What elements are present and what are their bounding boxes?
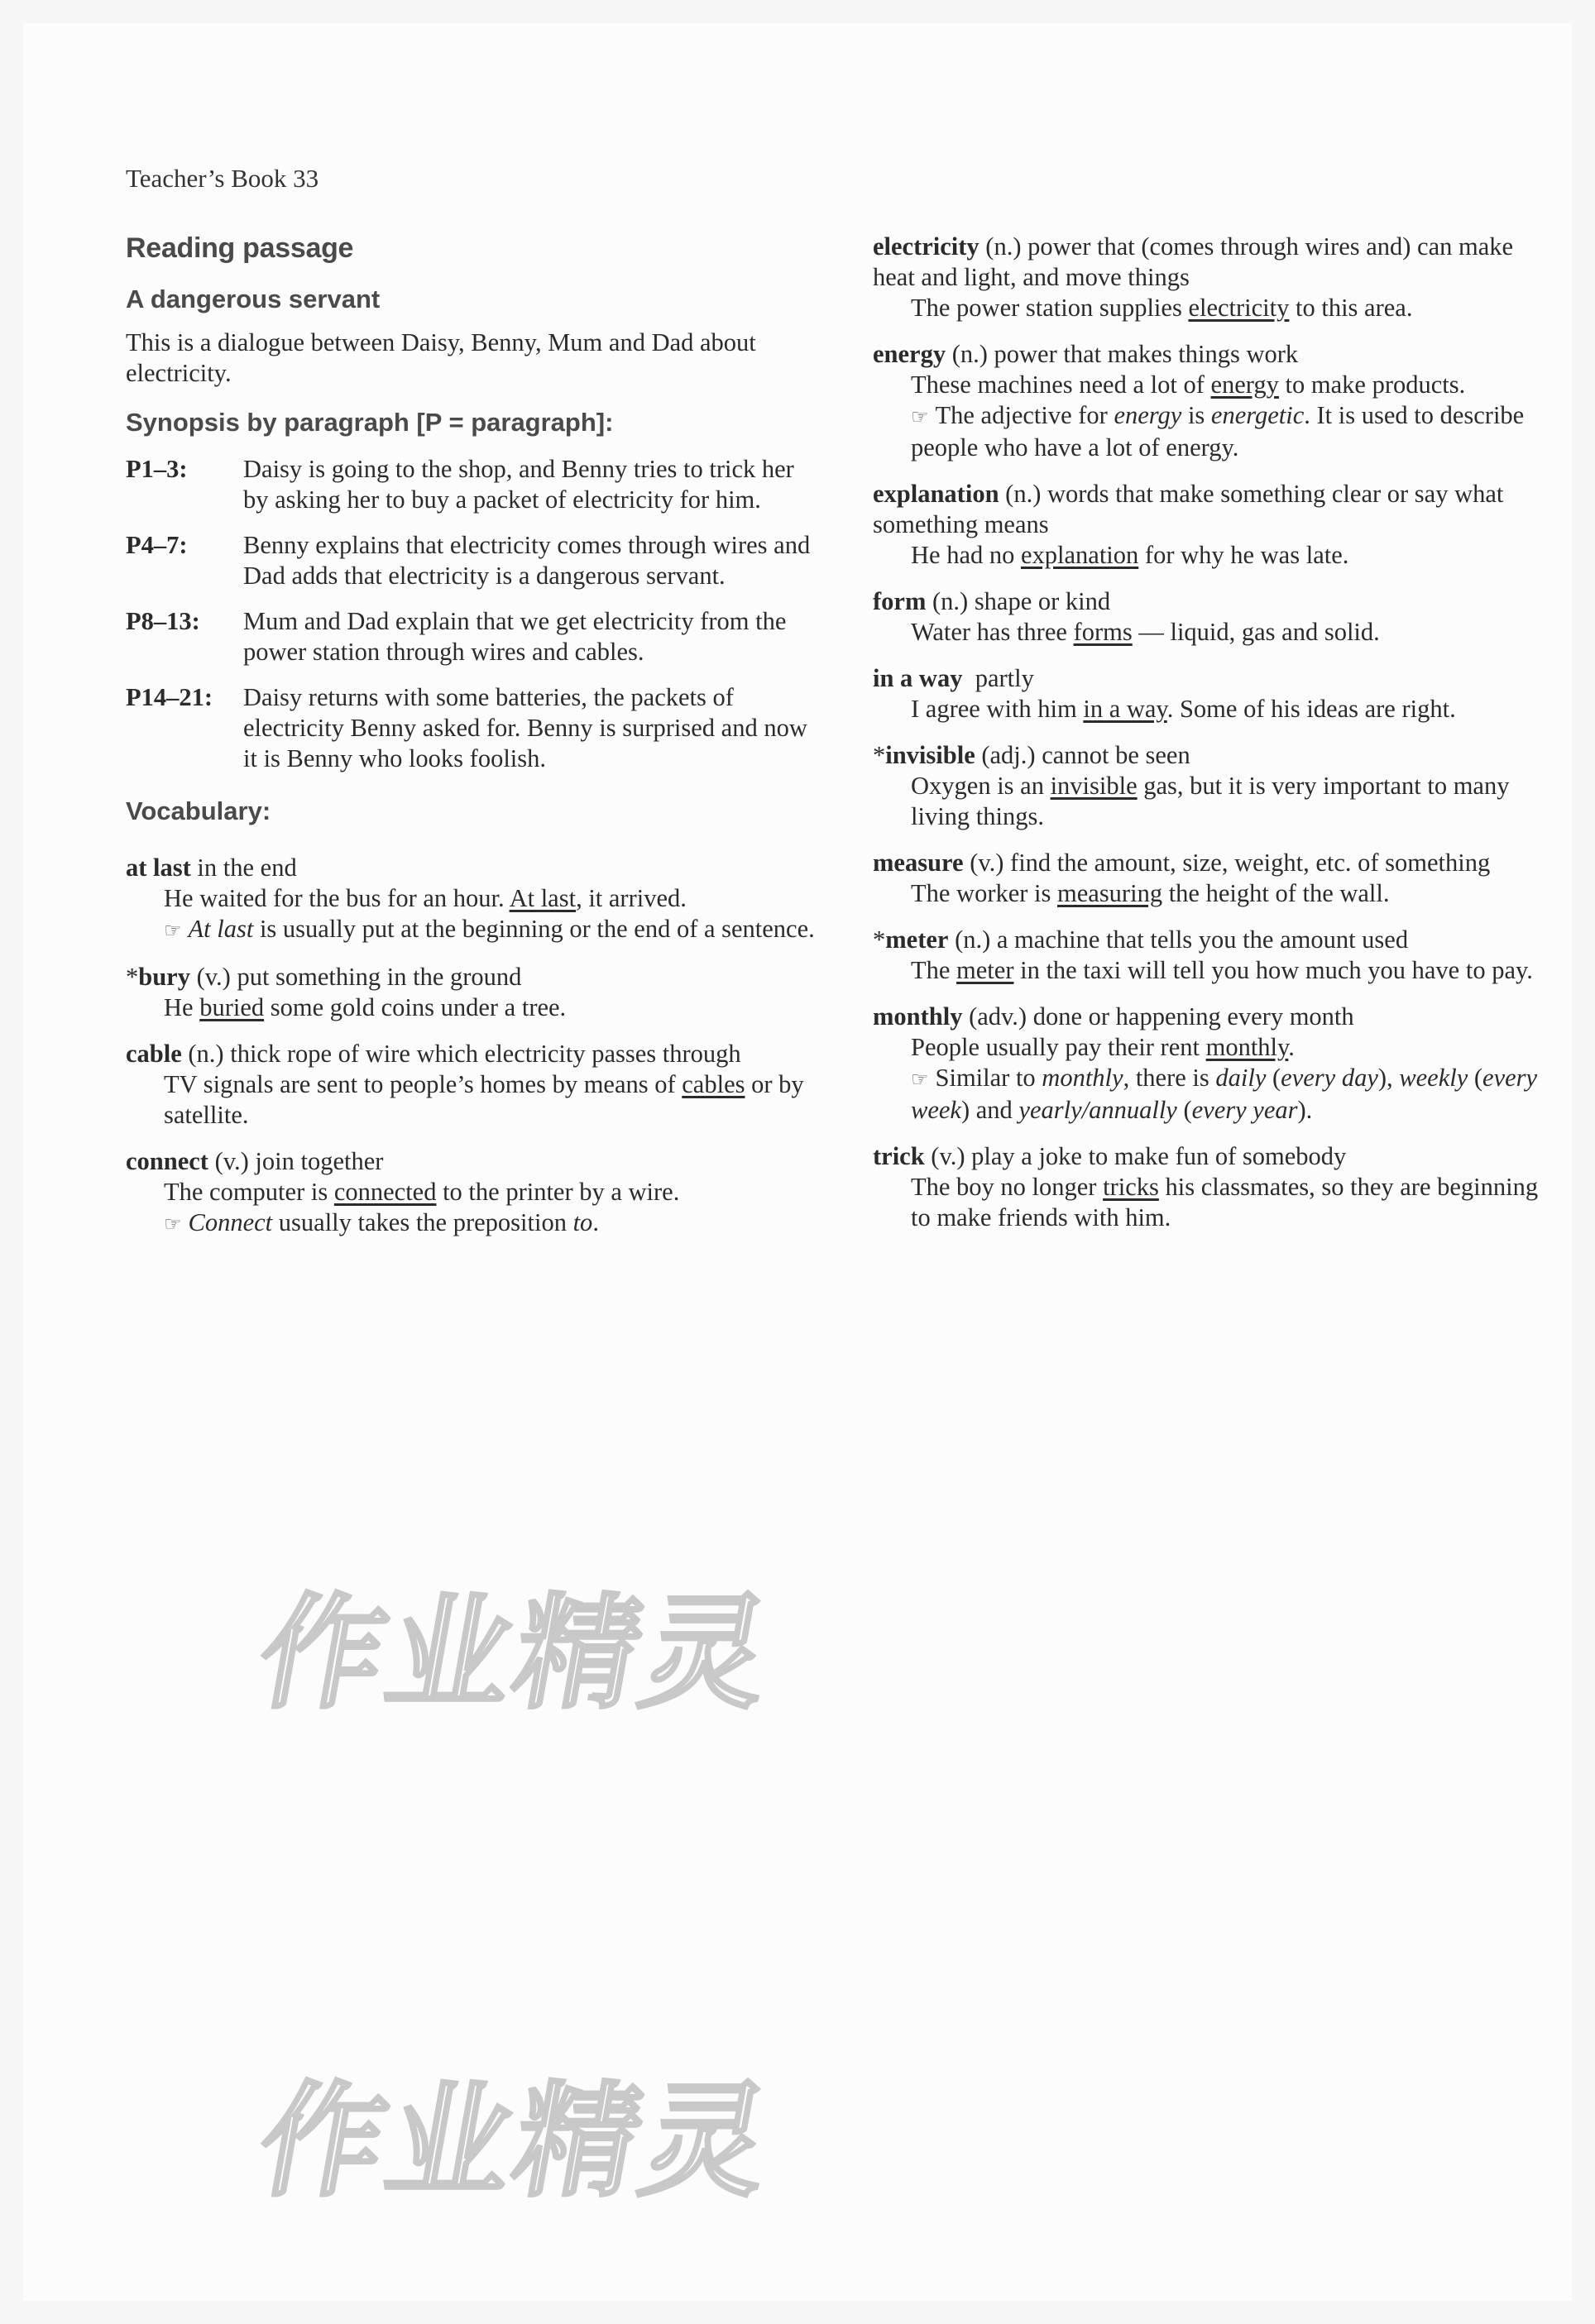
example-keyword: At last <box>509 884 577 912</box>
note-italic: weekly <box>1399 1064 1468 1092</box>
note-text: ( <box>1468 1064 1483 1092</box>
note-italic: every year <box>1191 1096 1298 1124</box>
note-italic: daily <box>1215 1064 1267 1092</box>
note-italic: every week <box>911 1064 1538 1124</box>
note-italic: to <box>572 1208 593 1236</box>
vocab-example <box>873 878 1559 909</box>
vocab-definition: put something in the ground <box>230 963 522 991</box>
vocab-word: invisible <box>885 741 975 769</box>
pointing-hand-icon: ☞ <box>164 1212 182 1236</box>
example-keyword: forms <box>1073 618 1133 646</box>
vocab-definition-line <box>873 479 1559 540</box>
example-keyword: energy <box>1210 371 1279 399</box>
vocab-entry <box>126 853 821 946</box>
vocabulary-heading: Vocabulary: <box>126 796 271 825</box>
vocab-definition-line <box>126 962 821 992</box>
example-text: or by satellite. <box>164 1070 804 1129</box>
vocab-definition-line <box>873 740 1559 771</box>
vocab-word: explanation <box>873 480 999 508</box>
vocab-pos: (n.) <box>926 587 969 615</box>
example-keyword: cables <box>682 1070 745 1098</box>
note-text: is usually put at the beginning or the end of a sentence. <box>253 915 815 943</box>
page <box>23 23 1572 2301</box>
note-text: ( <box>1266 1064 1281 1092</box>
vocab-definition: thick rope of wire which electricity passes through <box>223 1040 741 1068</box>
vocab-word: connect <box>126 1147 208 1175</box>
pointing-hand-icon: ☞ <box>164 919 182 942</box>
vocab-definition-line <box>126 1039 821 1069</box>
intro-text: This is a dialogue between Daisy, Benny, Mum and Dad about electricity. <box>126 328 756 387</box>
note-text: The adjective for <box>935 401 1114 429</box>
vocab-pos: (v.) <box>208 1147 249 1175</box>
vocab-definition-line <box>126 1146 821 1177</box>
note-text: . <box>592 1208 599 1236</box>
vocab-pos: (n.) <box>181 1040 224 1068</box>
vocab-definition-line <box>873 848 1559 878</box>
vocab-example <box>126 992 821 1023</box>
vocab-word: monthly <box>873 1002 963 1030</box>
synopsis-item <box>126 530 821 591</box>
vocab-definition-line <box>873 1002 1559 1032</box>
vocab-word: bury <box>138 963 190 991</box>
example-text: These machines need a lot of <box>911 371 1211 399</box>
vocab-definition: play a joke to make fun of somebody <box>965 1142 1347 1170</box>
left-column <box>126 230 821 1255</box>
note-text: ) and <box>960 1096 1019 1124</box>
synopsis-text: Daisy is going to the shop, and Benny tries to trick her by asking her to buy a packet of electricity for him. <box>243 455 794 514</box>
synopsis-label: P4–7: <box>126 531 188 559</box>
section-title: Reading passage <box>126 232 354 264</box>
example-text: Water has three <box>911 618 1074 646</box>
vocab-pos: (v.) <box>189 963 231 991</box>
vocab-pos: (n.) <box>979 232 1022 261</box>
vocab-definition-line <box>126 853 821 883</box>
watermark: 作业精灵 <box>248 1582 783 1726</box>
vocab-star: * <box>873 925 886 954</box>
vocab-entry <box>873 848 1559 909</box>
vocab-note <box>126 914 821 946</box>
vocab-definition: find the amount, size, weight, etc. of something <box>1003 849 1491 877</box>
synopsis-label: P1–3: <box>126 455 188 483</box>
vocab-example <box>873 694 1559 724</box>
example-text: The boy no longer <box>911 1173 1104 1201</box>
example-text: to the printer by a wire. <box>436 1178 680 1206</box>
vocab-note <box>126 1207 821 1240</box>
example-text: for why he was late. <box>1138 541 1349 569</box>
vocab-definition: words that make something clear or say what something means <box>873 480 1504 538</box>
pointing-hand-icon: ☞ <box>911 1068 929 1091</box>
vocab-star: * <box>873 741 886 769</box>
example-text: — liquid, gas and solid. <box>1132 618 1380 646</box>
vocab-example <box>873 1032 1559 1063</box>
vocab-definition-line <box>873 232 1559 293</box>
vocab-example <box>873 617 1559 648</box>
vocab-example <box>873 370 1559 400</box>
vocab-definition-line <box>873 663 1559 694</box>
note-text: . It is used to describe people who have a lot of energy. <box>911 401 1525 461</box>
example-text: The power station supplies <box>911 294 1189 322</box>
vocab-definition: power that (comes through wires and) can make heat and light, and move things <box>873 232 1514 291</box>
vocabulary-list-left <box>126 853 821 1240</box>
example-keyword: tricks <box>1103 1173 1159 1201</box>
vocab-entry <box>873 1002 1559 1126</box>
synopsis-label: P8–13: <box>126 607 200 635</box>
vocab-pos: (adj.) <box>975 741 1036 769</box>
example-text: gas, but it is very important to many living things. <box>911 772 1510 830</box>
note-italic: Connect <box>188 1208 273 1236</box>
vocab-definition: done or happening every month <box>1027 1002 1354 1030</box>
vocab-definition-line <box>873 1141 1559 1172</box>
example-text: some gold coins under a tree. <box>264 993 567 1021</box>
watermark: 作业精灵 <box>248 2070 783 2214</box>
page-header: Teacher’s Book 33 <box>126 164 319 193</box>
example-text: the height of the wall. <box>1162 879 1390 907</box>
synopsis-item <box>126 454 821 515</box>
note-italic: energetic <box>1210 401 1305 429</box>
vocab-entry <box>873 1141 1559 1233</box>
vocab-entry <box>873 479 1559 571</box>
note-text: Similar to <box>935 1064 1042 1092</box>
example-keyword: meter <box>956 956 1014 984</box>
vocab-entry <box>873 232 1559 323</box>
vocab-word: measure <box>873 849 964 877</box>
note-italic: energy <box>1114 401 1182 429</box>
synopsis-item <box>126 606 821 667</box>
vocab-pos: (n.) <box>999 480 1042 508</box>
vocab-definition: partly <box>962 664 1034 692</box>
example-text: . <box>1288 1033 1295 1061</box>
vocab-entry <box>873 740 1559 832</box>
vocab-entry <box>873 586 1559 648</box>
vocab-definition: shape or kind <box>968 587 1111 615</box>
vocab-word: energy <box>873 340 946 368</box>
vocab-word: cable <box>126 1040 182 1068</box>
note-italic: At last <box>188 915 254 943</box>
vocab-pos: (v.) <box>924 1142 965 1170</box>
vocab-example <box>873 540 1559 571</box>
example-keyword: explanation <box>1020 541 1139 569</box>
vocab-pos: (adv.) <box>962 1002 1027 1030</box>
vocab-pos: (n.) <box>948 925 991 954</box>
note-italic: every day <box>1281 1064 1378 1092</box>
vocab-pos: (n.) <box>946 340 988 368</box>
example-text: TV signals are sent to people’s homes by means of <box>164 1070 683 1098</box>
vocab-example <box>126 1177 821 1207</box>
vocab-definition: cannot be seen <box>1035 741 1190 769</box>
vocab-word: in a way <box>873 664 963 692</box>
example-keyword: connected <box>333 1178 437 1206</box>
vocab-definition-line <box>873 925 1559 955</box>
synopsis-label: P14–21: <box>126 683 213 711</box>
example-text: I agree with him <box>911 695 1084 723</box>
note-text: , there is <box>1123 1064 1216 1092</box>
vocab-entry <box>873 663 1559 724</box>
vocab-definition-line <box>873 586 1559 617</box>
vocab-example <box>873 955 1559 986</box>
example-text: in the taxi will tell you how much you have to pay. <box>1013 956 1533 984</box>
example-text: . Some of his ideas are right. <box>1166 695 1456 723</box>
right-column <box>873 232 1559 1249</box>
vocab-star: * <box>126 963 139 991</box>
vocab-example <box>873 771 1559 832</box>
vocab-example <box>873 1172 1559 1233</box>
vocab-word: form <box>873 587 927 615</box>
note-text: is <box>1181 401 1211 429</box>
example-text: , it arrived. <box>576 884 687 912</box>
vocab-word: at last <box>126 854 191 882</box>
vocab-definition-line <box>873 339 1559 370</box>
vocab-word: trick <box>873 1142 925 1170</box>
synopsis-text: Mum and Dad explain that we get electricity from the power station through wires and cables. <box>243 607 787 666</box>
example-text: The <box>911 956 957 984</box>
vocab-example <box>126 883 821 914</box>
example-text: He waited for the bus for an hour. <box>164 884 510 912</box>
synopsis-text: Daisy returns with some batteries, the packets of electricity Benny asked for. Benny is surprised and now it is Benny who looks foolish. <box>243 683 807 772</box>
example-keyword: in a way <box>1083 695 1167 723</box>
vocab-definition: power that makes things work <box>987 340 1299 368</box>
vocab-example <box>873 293 1559 323</box>
example-keyword: invisible <box>1050 772 1138 800</box>
note-text: usually takes the preposition <box>272 1208 573 1236</box>
vocab-pos: (v.) <box>963 849 1004 877</box>
vocab-entry <box>126 962 821 1023</box>
example-keyword: buried <box>199 993 265 1021</box>
example-keyword: electricity <box>1188 294 1290 322</box>
example-text: The computer is <box>164 1178 334 1206</box>
vocab-definition: join together <box>248 1147 384 1175</box>
vocab-definition: in the end <box>190 854 297 882</box>
example-text: People usually pay their rent <box>911 1033 1206 1061</box>
synopsis-list <box>126 454 821 774</box>
example-text: He <box>164 993 200 1021</box>
example-keyword: measuring <box>1057 879 1163 907</box>
note-text: ). <box>1297 1096 1313 1124</box>
note-text: ), <box>1377 1064 1400 1092</box>
vocab-entry <box>873 339 1559 463</box>
pointing-hand-icon: ☞ <box>911 405 929 428</box>
passage-title: A dangerous servant <box>126 285 381 313</box>
example-keyword: monthly <box>1205 1033 1289 1061</box>
example-text: to make products. <box>1278 371 1466 399</box>
vocab-definition: a machine that tells you the amount used <box>990 925 1409 954</box>
example-text: He had no <box>911 541 1021 569</box>
example-text: The worker is <box>911 879 1058 907</box>
vocab-entry <box>873 925 1559 986</box>
note-italic: yearly/annually <box>1018 1096 1177 1124</box>
synopsis-text: Benny explains that electricity comes through wires and Dad adds that electricity is a dangerous servant. <box>243 531 811 590</box>
example-text: Oxygen is an <box>911 772 1051 800</box>
note-italic: monthly <box>1042 1064 1123 1092</box>
example-text: his classmates, so they are beginning to make friends with him. <box>911 1173 1539 1231</box>
synopsis-item <box>126 682 821 774</box>
vocab-word: meter <box>885 925 949 954</box>
note-text: ( <box>1176 1096 1192 1124</box>
vocab-entry <box>126 1146 821 1240</box>
vocab-entry <box>126 1039 821 1131</box>
example-text: to this area. <box>1289 294 1413 322</box>
vocab-note <box>873 400 1559 463</box>
synopsis-heading: Synopsis by paragraph [P = paragraph]: <box>126 408 614 437</box>
vocab-example <box>126 1069 821 1131</box>
vocab-note <box>873 1063 1559 1126</box>
vocab-word: electricity <box>873 232 980 261</box>
